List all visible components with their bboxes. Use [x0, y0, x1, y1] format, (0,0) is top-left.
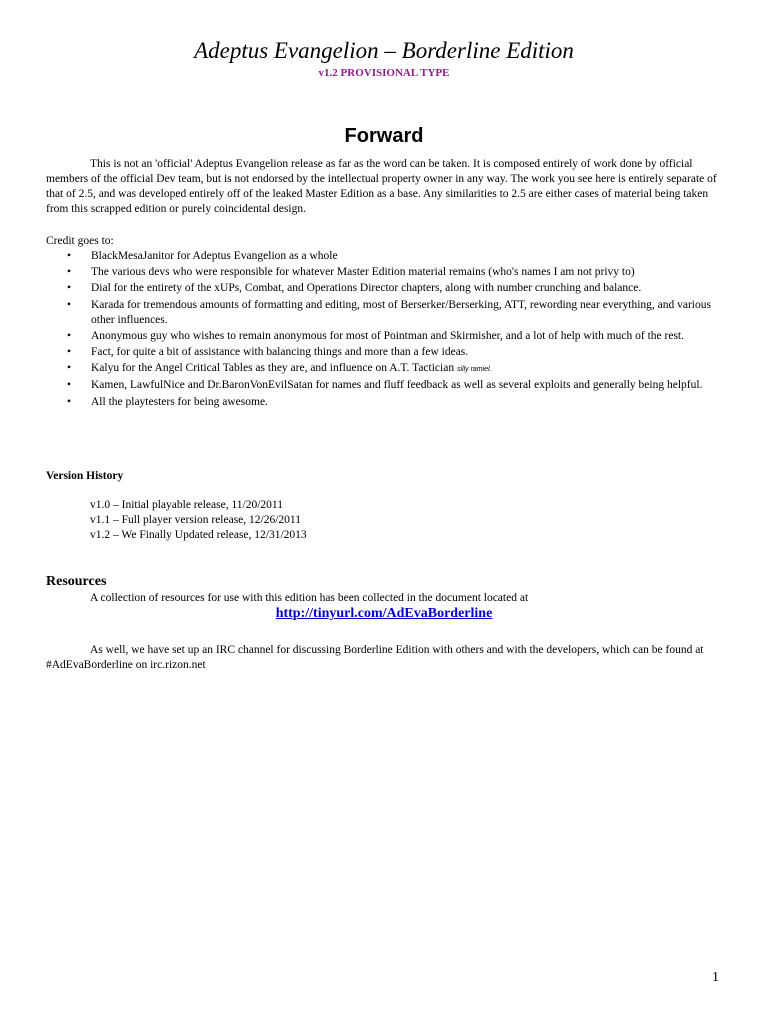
version-item: v1.1 – Full player version release, 12/26/2011 — [90, 514, 302, 526]
credit-item — [46, 249, 722, 264]
bullet-icon: • — [67, 345, 72, 358]
credit-item — [46, 329, 722, 344]
bullet-icon: • — [67, 362, 72, 375]
credit-label: Credit goes to: — [46, 235, 114, 247]
credit-item-text: BlackMesaJanitor for Adeptus Evangelion as a whole — [91, 250, 338, 262]
version-item: v1.2 – We Finally Updated release, 12/31/2013 — [90, 529, 307, 541]
credit-item-text: Dial for the entirety of the xUPs, Combat, and Operations Director chapters, along with number crunching and balance. — [91, 282, 642, 295]
version-list — [90, 498, 307, 543]
bullet-icon: • — [67, 298, 72, 311]
credit-item-text: Anonymous guy who wishes to remain anonymous for most of Pointman and Skirmisher, and a lot of help with much of the rest. — [91, 329, 684, 342]
credits-list — [46, 249, 722, 411]
bullet-icon: • — [67, 282, 72, 295]
bullet-icon: • — [67, 250, 72, 262]
bullet-icon: • — [67, 379, 72, 392]
page-number: 1 — [712, 970, 719, 985]
credit-note: silly ramiel. — [456, 366, 492, 374]
bullet-icon: • — [67, 395, 72, 408]
resources-text: A collection of resources for use with this edition has been collected in the document located at — [90, 592, 529, 604]
credit-item — [46, 361, 722, 377]
intro-paragraph: This is not an 'official' Adeptus Evangelion release as far as the word can be taken. It is composed entirely of work done by official members of the official Dev team, but is not endorsed by the intellectual property owner in any way. The work you see here is entirely separate of that of 2.5, and was developed entirely off of the leaked Master Edition as a base. Any similarities to 2.5 are either cases of material being taken from this scrapped edition or purely coincidental design. — [46, 158, 717, 215]
credit-item — [46, 281, 722, 296]
credit-item — [46, 265, 722, 280]
resources-link[interactable]: http://tinyurl.com/AdEvaBorderline — [275, 606, 493, 621]
credit-item-text: Fact, for quite a bit of assistance with balancing things and more than a few ideas. — [91, 345, 469, 358]
section-heading-forward: Forward — [344, 125, 424, 147]
credit-item-text: All the playtesters for being awesome. — [91, 395, 268, 408]
credit-item-text: Karada for tremendous amounts of formatting and editing, most of Berserker/Berserking, ATT, rewording near everything, and various other influences. — [91, 298, 711, 326]
bullet-icon: • — [67, 329, 72, 342]
document-title: Adeptus Evangelion – Borderline Edition — [194, 38, 574, 63]
credit-item-text: Kalyu for the Angel Critical Tables as they are, and influence on A.T. Tactician — [91, 362, 455, 375]
credit-item — [46, 345, 722, 360]
irc-paragraph: As well, we have set up an IRC channel for discussing Borderline Edition with others and with the developers, which can be found at #AdEvaBorderline on irc.rizon.net — [46, 644, 704, 671]
credit-item — [46, 298, 722, 328]
bullet-icon: • — [67, 266, 72, 279]
version-item: v1.0 – Initial playable release, 11/20/2011 — [90, 499, 283, 511]
credit-item — [46, 378, 722, 393]
document-subtitle: v1.2 PROVISIONAL TYPE — [318, 67, 450, 79]
resources-heading: Resources — [46, 574, 107, 589]
credit-item — [46, 395, 722, 410]
credit-item-text: The various devs who were responsible for whatever Master Edition material remains (who's names I am not privy to) — [91, 266, 635, 279]
credit-item-text: Kamen, LawfulNice and Dr.BaronVonEvilSatan for names and fluff feedback as well as several exploits and generally being helpful. — [91, 379, 703, 392]
version-history-heading: Version History — [46, 470, 124, 482]
resources-link-row — [0, 605, 768, 623]
